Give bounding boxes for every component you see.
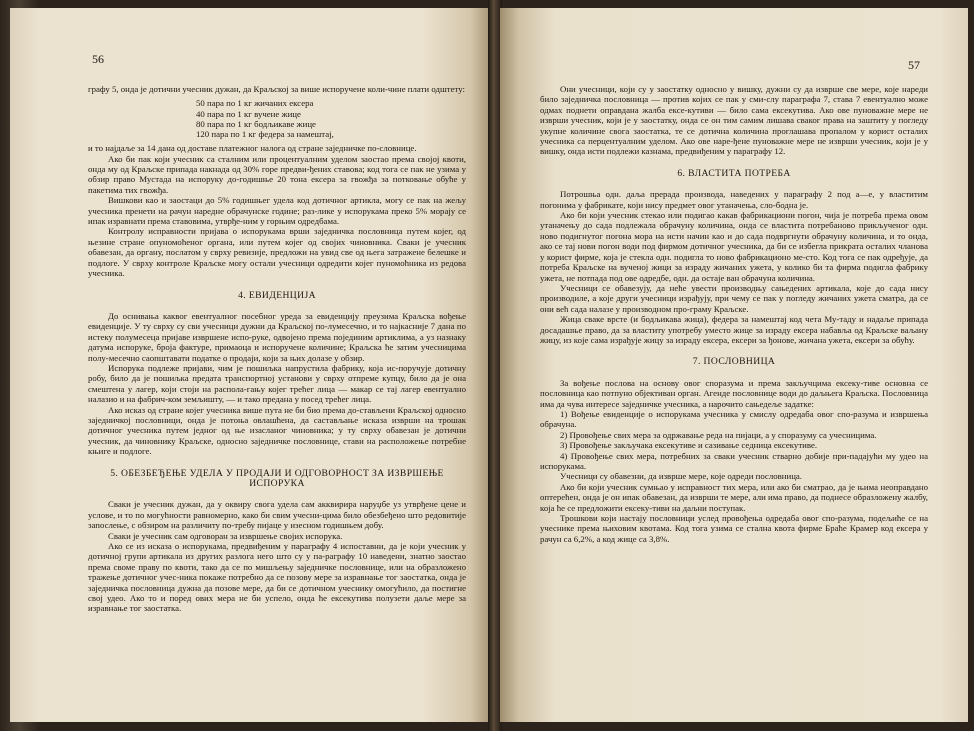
page-number: 57 bbox=[908, 58, 920, 72]
paragraph: Учесници се обавезују, да неће увести производњу сањедених артикала, које до сада нису производиле, а које други учесници израђују, при чему се пак у погледу жичаних ужета сматра, да се они већ сада налазе у производном про-граму Краљске. bbox=[540, 282, 928, 314]
paragraph: графу 5, онда је дотични учесник дужан, да Краљској за више испоручене коли-чине плати одштету: bbox=[88, 84, 465, 94]
paragraph: Потрошња одн. даља прерада производа, наведених у параграфу 2 под а—е, у властитим погонима у фабрикате, који нису предмет овог утаначења, сло-бодна је. bbox=[540, 189, 928, 210]
paragraph: Сваки је учесник сам одговоран за извршење својих испорука. bbox=[108, 530, 343, 541]
paragraph: Ако би који учесник стекао или подигао какав фабрикациони погон, чија је потреба према овом утаначењу до сада подлежала обрачуну количина, онда се властита потребаново прикљученог одн. ново подигнутог погона мора на исти начин као и до сада подвргнути обрачуну количина, и то онда, ако се тај нови погон води под фирмом дотичног учесника, да би се избегла прикрата осталих чланова у корист фирме, која је стекла одн. подигла то ново фабрикационо ме-сто. Код тога се пак одређује, да потреба Краљске на вученој жици за израду жичаних ужета, у колико би та фирма подигла фабрику ужета, не потпада под ове одредбе, одн. да остаје ван обрачуна количина. bbox=[540, 210, 928, 283]
fee-line: 80 пара по 1 кг бодљикаве жице bbox=[196, 118, 316, 129]
paragraph: До оснивања каквог евентуалног посебног уреда за евиденцију преузима Краљска вођење евиденције. У ту сврху су сви учесници дужни да Краљској по-лумесечно, и то најкасније 7 дана по истеку полумесеца пријаве извршене испо-руке, одвојено према појединим артиклима, а уз назнаку датума испоруке, броја фактуре, примаоца и испоручене количине; Краљска ће затим учесницима полу-месечно саопштавати податке о продаји, који за њих долазе у обзир. bbox=[88, 310, 466, 363]
paragraph: Сваки је учесник дужан, да у оквиру свога удела сам акквирира наруџбе уз утврђене цене и услове, и то по могућности равномерно, како би свим учесни-цима било обезбеђено што редовитије запослење, с обзиром на различиту по-требу пијаце у изесном годишњем добу. bbox=[88, 499, 466, 531]
fee-line: 120 пара по 1 кг федера за намештај, bbox=[196, 129, 334, 140]
list-item: 2) Провођење свих мера за одржавање реда на пијаци, а у споразуму са учесницима. bbox=[560, 429, 877, 440]
paragraph: Ако би пак који учесник са сталним или процентуалним уделом заостао према својој квоти, онда му од Краљске припада накнада од 30% горе предви-ђених ставова; код тога се пак не узима у обзир право Мустада на испоруку до-годишње 20 тона ексера за гвожђа за потковање обуће у пакетима тих гвожђа. bbox=[88, 153, 466, 195]
paragraph: Контролу исправности пријава о испорукама врши заједничка пословница путем којег, од њезине стране опуномоћеног органа, или путем којег од својих чиновника. Сваки је учесник обавезан, да органу, послатом у сврху ревизије, предложи на увид све од њега затражене белешке и подлоге. У сврху контроле Краљске могу остали учесници одредити којег пуномоћника из редова учесника. bbox=[88, 226, 466, 279]
fee-line: 50 пара по 1 кг жичаних ексера bbox=[196, 98, 314, 109]
section-heading: 4. ЕВИДЕНЦИЈА bbox=[238, 289, 316, 301]
left-page bbox=[10, 8, 490, 722]
paragraph: Ако се из исказа о испорукама, предвиђеним у параграфу 4 испоставни, да је који учесник у дотичној групи артикала из других разлога него што су у па-раграфу 10 наведени, знатно заостао према своме праву по квоти, тако да се по мишљењу заједничке пословнице, или на образложено тражење дотичног учес-ника покаже потребно да се позову мере за изравнање тог заостатка, онда је заједничка пословница дужна да позове мере, да би се дотичном учеснику омогућило, да постигне свој удео. Ако то и поред ових мера не би успело, онда ће ексекутива полузети даље мере за изравнање тог заостатка. bbox=[88, 541, 466, 614]
section-heading: 6. ВЛАСТИТА ПОТРЕБА bbox=[677, 167, 791, 179]
paragraph: Учесници су обавезни, да изврше мере, које одреди пословница. bbox=[560, 471, 803, 482]
fee-line: 40 пара по 1 кг вучене жице bbox=[196, 108, 301, 119]
section-heading: 7. ПОСЛОВНИЦА bbox=[692, 356, 776, 368]
paragraph: Ако исказ од стране којег учесника више пута не би био према до-стављени Краљској односно заједничкој пословници, онда је потоња овлашћена, да састављање исказа изврши на трошак дотичног учесника путем једног од ње изасланог чиновника; у ту сврху обавезан је дотични учесник, да чиновнику Краљске, односно заједничке пословнице, стави на расположење потребне књиге и подлоге. bbox=[88, 404, 466, 457]
paragraph: Ако би који учесник сумњао у исправност тих мера, или ако би сматрао, да је њима неоправдано оптерећен, онда је он ипак обавезан, да изврши те мере, али има право, да поднесе образложену жалбу, која ће се предложити ексеку-тиви на даљни поступак. bbox=[540, 481, 928, 513]
paragraph: Вишкови као и заостаци до 5% годишњег удела код дотичног артикла, могу се пак на жељу учесника пренети на рачун наредне обрачунске године; раз-лике у испорукама преко 5% морају се ипак изравнати према ставовима, утврђе-ним у горњим одредбама. bbox=[88, 195, 466, 227]
paragraph: Жица сваке врсте (и бодљикава жица), федера за намештај код чета Му-таду и надаље припада досадашње право, да за властиту употребу уместо жице за израду ексера набавља од Краљске ваљану жицу, из које сама израђује жицу за израду ексера, ексери за ђонове, жичана ужета, ексери за обућу. bbox=[540, 314, 928, 345]
paragraph: Трошкови који настају пословници услед провођења одредаба овог спо-разума, подељиће се на учеснике према њиховим квотама. Код тога узима се стална квота фирме Браће Крамер код ексера у рачун са 6,2%, а код жице са 3,8%. bbox=[540, 513, 928, 544]
right-text-column bbox=[540, 84, 928, 544]
left-text-column bbox=[88, 84, 466, 614]
paragraph: Они учесници, који су у заостатку односно у вишку, дужни су да изврше све мере, које нареди било заједничка пословница — против којих се пак у сми-слу параграфа 7, става 7 евентуално може одмах поднети оправдана жалба ексе-кутиви — било сама ексекутива. Ако ове пуноважне мере не изврши учесник, који је у заостатку, онда се он тим самим лишава сваког права на заштиту у погледу укупне количине свога заостатка, те се дотична количина проглашава пропалом у корист осталих учесника са перцентуалним уделом. Ако ове наре-ђене пуноважне мере не изврши учесник, који је у вишку, онда исти подлежи казнама, предвиђеним у параграфу 12. bbox=[540, 84, 928, 157]
section-heading: 5. ОБЕЗБЕЂЕЊЕ УДЕЛА У ПРОДАЈИ И ОДГОВОРНОСТ ЗА ИЗВРШЕЊЕ ИСПОРУКА bbox=[110, 467, 444, 489]
fee-list bbox=[196, 98, 466, 139]
list-item: 4) Провођење свих мера, потребних за сваки учесник стварно добије при-падајући му удео на испорукама. bbox=[540, 450, 928, 471]
right-page bbox=[500, 8, 968, 722]
paragraph: Испорука подлеже пријави, чим је пошиљка напрустила фабрику, која ис-поручује дотичну робу, било да је пошиљка предата транспортној установи у сврху отпреме купцу, било да је она смештена у лагер, који стоји на распола-гању којег трећег лица — макар се тај лагер евентуално налазио и на фабрич-ком земљишту, — и тако предана у посед трећег лица. bbox=[88, 362, 466, 405]
paragraph: За вођење послова на основу овог споразума и према закључцима ексеку-тиве основна се пословница као потпуно објективан орган. Агенде пословнице води до даљњега Краљска. Пословница има да чува интересе заједничке учесника, а нарочито сањедеље задатке: bbox=[540, 377, 928, 409]
paragraph: и то најдаље за 14 дана од доставе платежног налога од стране заједничке по-словнице. bbox=[88, 143, 417, 154]
list-item: 1) Вођење евиденције о испорукама учесника у смислу одредаба овог спо-разума и извршења обрачуна. bbox=[540, 408, 928, 430]
page-number: 56 bbox=[92, 52, 104, 66]
task-list bbox=[540, 409, 928, 471]
list-item: 3) Провођење закључака ексекутиве и сазивање седница ексекутиве. bbox=[560, 440, 818, 451]
